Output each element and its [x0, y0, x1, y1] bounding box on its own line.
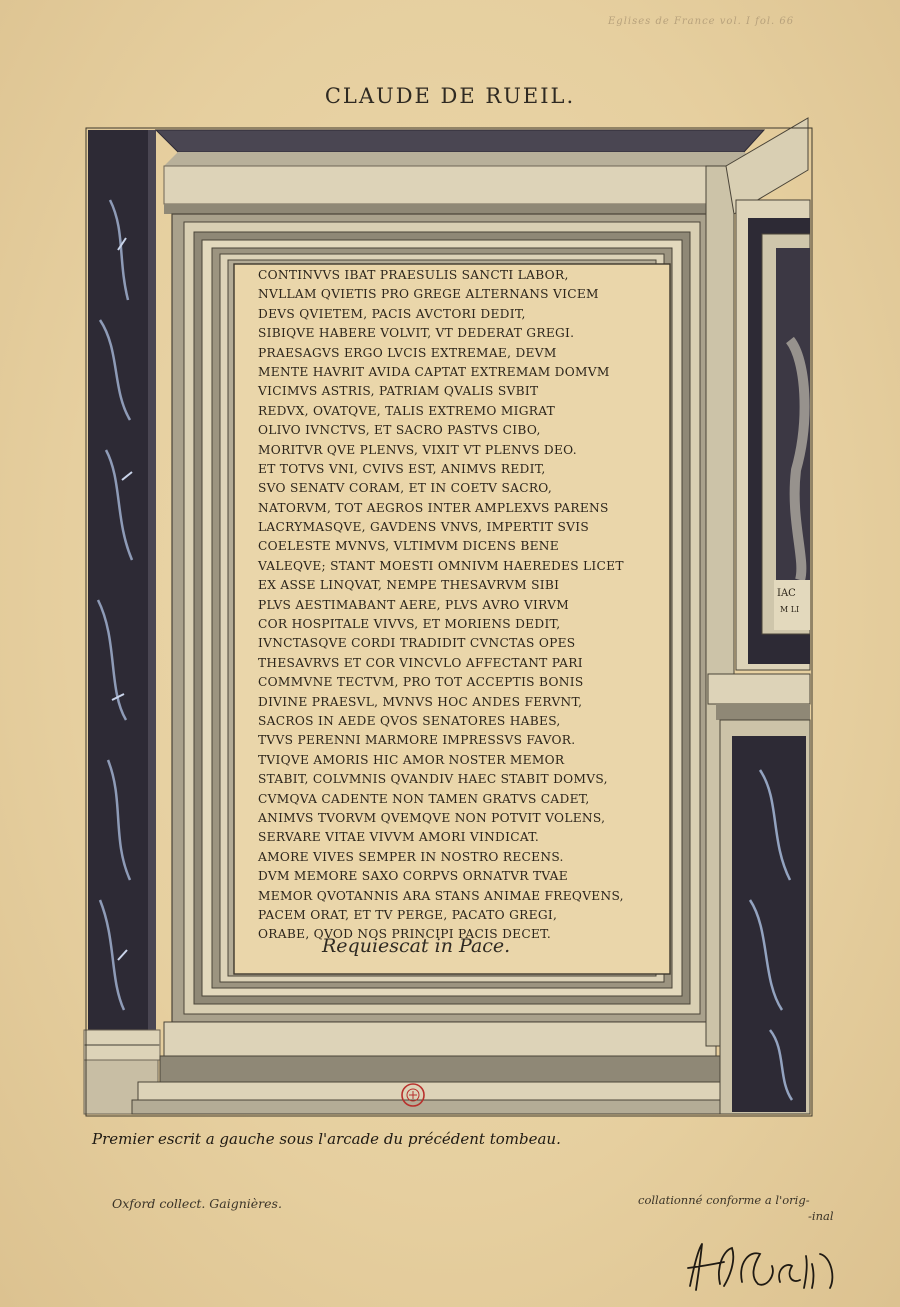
- inscription-line: VALEQVE; STANT MOESTI OMNIVM HAEREDES LICET: [258, 558, 624, 573]
- collation-note: [638, 1192, 883, 1224]
- inscription-line: SACROS IN AEDE QVOS SENATORES HABES,: [258, 713, 561, 728]
- top-cornice: [156, 130, 764, 214]
- inscription-line: MENTE HAVRIT AVIDA CAPTAT EXTREMAM DOMVM: [258, 364, 610, 379]
- inscription-line: SVO SENATV CORAM, ET IN COETV SACRO,: [258, 481, 553, 496]
- inscription-line: EX ASSE LINQVAT, NEMPE THESAVRVM SIBI: [258, 578, 560, 593]
- inscription-line: PLVS AESTIMABANT AERE, PLVS AVRO VIRVM: [258, 597, 570, 612]
- inscription-line: COELESTE MVNVS, VLTIMVM DICENS BENE: [258, 539, 559, 554]
- monument-plinth: [132, 1022, 742, 1114]
- inscription-line: COMMVNE TECTVM, PRO TOT ACCEPTIS BONIS: [258, 675, 584, 690]
- inscription-line: STABIT, COLVMNIS QVANDIV HAEC STABIT DOMVS,: [258, 772, 608, 787]
- inscription-line: TVVS PERENNI MARMORE IMPRESSVS FAVOR.: [258, 733, 576, 748]
- inscription-line: SIBIQVE HABERE VOLVIT, VT DEDERAT GREGI.: [258, 326, 575, 341]
- archive-reference-note: Eglises de France vol. I fol. 66: [608, 16, 795, 27]
- inscription-line: VICIMVS ASTRIS, PATRIAM QVALIS SVBIT: [258, 384, 539, 399]
- epitaph-inscription: [258, 266, 658, 945]
- collation-line: collationné conforme a l'orig-: [638, 1193, 810, 1207]
- source-note: Oxford collect. Gaignières.: [112, 1196, 282, 1211]
- inscription-line: REDVX, OVATQVE, TALIS EXTREMO MIGRAT: [258, 403, 556, 418]
- inscription-line: AMORE VIVES SEMPER IN NOSTRO RECENS.: [258, 849, 564, 864]
- inscription-line: PRAESAGVS ERGO LVCIS EXTREMAE, DEVM: [258, 345, 557, 360]
- inscription-line: LACRYMASQVE, GAVDENS VNVS, IMPERTIT SVIS: [258, 520, 589, 535]
- inscription-line: THESAVRVS ET COR VINCVLO AFFECTANT PARI: [258, 655, 583, 670]
- inscription-line: ET TOTVS VNI, CVIVS EST, ANIMVS REDIT,: [258, 461, 546, 476]
- inscription-line: SERVARE VITAE VIVVM AMORI VINDICAT.: [258, 830, 540, 845]
- svg-text:IAC: IAC: [777, 588, 796, 599]
- collation-line: -inal: [808, 1209, 834, 1223]
- inscription-line: NVLLAM QVIETIS PRO GREGE ALTERNANS VICEM: [258, 287, 599, 302]
- right-pilaster: [706, 118, 810, 1114]
- inscription-line: ANIMVS TVORVM QVEMQVE NON POTVIT VOLENS,: [258, 810, 606, 825]
- svg-text:M LI: M LI: [780, 605, 800, 614]
- requiescat-closing: Requiescat in Pace.: [322, 935, 511, 957]
- inscription-line: PACEM ORAT, ET TV PERGE, PACATO GREGI,: [258, 907, 558, 922]
- library-stamp-icon: [400, 1082, 426, 1108]
- inscription-line: DIVINE PRAESVL, MVNVS HOC ANDES FERVNT,: [258, 694, 583, 709]
- inscription-line: TVIQVE AMORIS HIC AMOR NOSTER MEMOR: [258, 752, 565, 767]
- inscription-line: OLIVO IVNCTVS, ET SACRO PASTVS CIBO,: [258, 423, 541, 438]
- inscription-line: MORITVR QVE PLENVS, VIXIT VT PLENVS DEO.: [258, 442, 577, 457]
- inscription-line: MEMOR QVOTANNIS ARA STANS ANIMAE FREQVENS,: [258, 888, 624, 903]
- inscription-line: CONTINVVS IBAT PRAESULIS SANCTI LABOR,: [258, 268, 569, 282]
- left-marble-column: [88, 130, 156, 1030]
- inscription-line: IVNCTASQVE CORDI TRADIDIT CVNCTAS OPES: [258, 636, 576, 651]
- page-title: CLAUDE DE RUEIL.: [324, 84, 576, 108]
- inscription-line: DEVS QVIETEM, PACIS AVCTORI DEDIT,: [258, 306, 526, 321]
- location-caption: Premier escrit a gauche sous l'arcade du précédent tombeau.: [92, 1130, 561, 1148]
- inscription-line: NATORVM, TOT AEGROS INTER AMPLEXVS PARENS: [258, 500, 609, 515]
- inscription-line: ORABE, QVOD NOS PRINCIPI PACIS DECET.: [258, 927, 551, 942]
- handwritten-signature: [680, 1236, 850, 1296]
- inscription-line: DVM MEMORE SAXO CORPVS ORNATVR TVAE: [258, 869, 568, 884]
- inscription-line: COR HOSPITALE VIVVS, ET MORIENS DEDIT,: [258, 617, 561, 632]
- inscription-line: CVMQVA CADENTE NON TAMEN GRATVS CADET,: [258, 791, 590, 806]
